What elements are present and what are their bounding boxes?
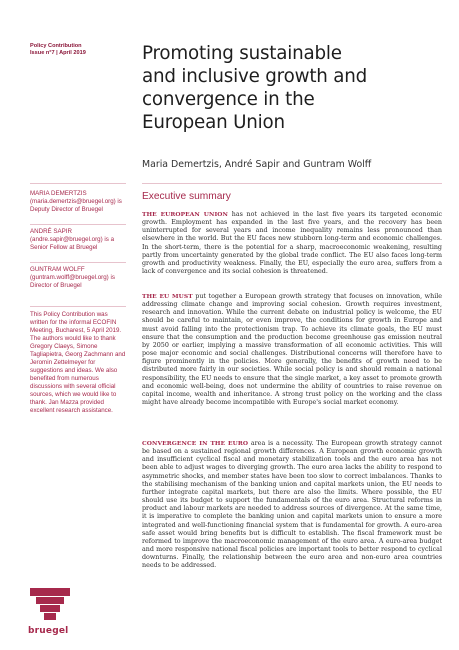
paragraph-text: area is a necessity. The European growth strategy cannot be based on a sustained regional growth differences. A European growth economic growth and insufficient cyclical fiscal and monetary stabilization tools and the euro area has not been able to adjust wages to diverging growth. The euro area lacks the ability to respond to asymmetric shocks, and member states have been too slow to correct imbalances. Thanks to the stabilising mechanism of the banking union and capital markets union, the EU needs to further integrate capital markets, but there are also the limits. Where possible, the EU should use its budget to support the fundamentals of the euro area. Structural reforms in product and labour markets are needed to address sources of divergence. At the same time, it is imperative to complete the banking union and capital markets union to ensure a more integrated and well-functioning financial system that is fundamental for growth. A euro-area safe asset would bring benefits but is difficult to establish. The fiscal framework must be reformed to improve the macroeconomic management of the euro area. A euro-area budget and more responsive national fiscal policies are important tools to better respond to cyclical downturns. Finally, the relationship between the euro area and non-euro area countries needs to be addressed. — [142, 440, 442, 570]
paragraph-lead: CONVERGENCE IN THE EURO — [142, 440, 249, 447]
header-divider — [30, 183, 126, 184]
paragraph-lead: THE EUROPEAN UNION — [142, 211, 229, 218]
authors-line: Maria Demertzis, André Sapir and Guntram Wolff — [142, 159, 372, 170]
sidebar-divider — [30, 262, 126, 263]
issue-date: Issue n°7 | April 2019 — [30, 50, 86, 56]
author-bio-wolff — [30, 266, 126, 290]
title-line: European Union — [142, 112, 285, 133]
executive-summary-heading: Executive summary — [142, 191, 231, 202]
title-line: convergence in the — [142, 89, 315, 110]
summary-paragraph — [142, 440, 442, 571]
sidebar-divider — [30, 306, 126, 307]
summary-paragraph — [142, 293, 442, 407]
note-text: This Policy Contribution was written for the informal ECOFIN Meeting, Bucharest, 5 April 2019. The authors would like to thank Gregory Claeys, Simone Tagliapietra, Georg Zachmann and Jeromin Zettelmeyer for suggestions and ideas. We also benefited from numerous discussions with several official sources, which we would like to thank. Jan Mazza provided excellent research assistance. — [30, 311, 126, 414]
author-bio-sapir — [30, 228, 126, 252]
paragraph-text: has not achieved in the last five years its targeted economic growth. Employment has expanded in the last five years, and the recovery has been uninterrupted for several years and income inequality remains less pronounced than elsewhere in the world. But the EU faces new stubborn long-term and economic challenges. In the short-term, there is the potential for a sharp, macroeconomic weakening, resulting partly from uncertainty generated by the global trade conflict. The EU also faces long-term growth and productivity weakness. Finally, the EU, especially the euro area, suffers from a lack of convergence and its social cohesion is threatened. — [142, 211, 442, 276]
acknowledgements-note — [30, 311, 126, 415]
summary-paragraph — [142, 211, 442, 276]
header-divider — [142, 183, 442, 184]
bio-text: MARIA DEMERTZIS (maria.demertzis@bruegel.org) is Deputy Director of Bruegel — [30, 190, 122, 213]
series-header — [30, 43, 90, 57]
series-name: Policy Contribution — [30, 43, 82, 49]
paragraph-text: put together a European growth strategy that focuses on innovation, while addressing climate change and improving social cohesion. Growth requires investment, research and innovation. While the current debate on industrial policy is welcome, the EU should be careful to maintain, or even improve, the conditions for growth in Europe and must avoid falling into the protectionism trap. To achieve its climate goals, the EU must ensure that the consumption and the production become greenhouse gas emission neutral by 2050 or earlier, implying a massive transformation of all economic activities. This will pose major economic and social challenges. Distributional concerns will therefore have to figure prominently in the policies. More generally, the benefits of growth need to be distributed more fairly in our societies. While social policy is and should remain a national responsibility, the EU needs to ensure that the single market, a key asset to promote growth and economic well-being, does not undermine the ability of countries to raise revenue on capital income, wealth and inheritance. A strong trust policy on the working and the class might have already become incompatible with Europe's social market economy. — [142, 293, 443, 407]
bio-text: ANDRÉ SAPIR (andre.sapir@bruegel.org) is a Senior Fellow at Bruegel — [30, 228, 115, 251]
sidebar-divider — [30, 224, 126, 225]
author-bio-demertzis — [30, 190, 126, 214]
bruegel-logo-wordmark: bruegel — [28, 626, 69, 636]
document-title — [142, 42, 442, 134]
title-line: Promoting sustainable — [142, 43, 342, 64]
title-line: and inclusive growth and — [142, 66, 368, 87]
paragraph-lead: THE EU MUST — [142, 293, 193, 300]
bio-text: GUNTRAM WOLFF (guntram.wolff@bruegel.org) is Director of Bruegel — [30, 266, 115, 289]
